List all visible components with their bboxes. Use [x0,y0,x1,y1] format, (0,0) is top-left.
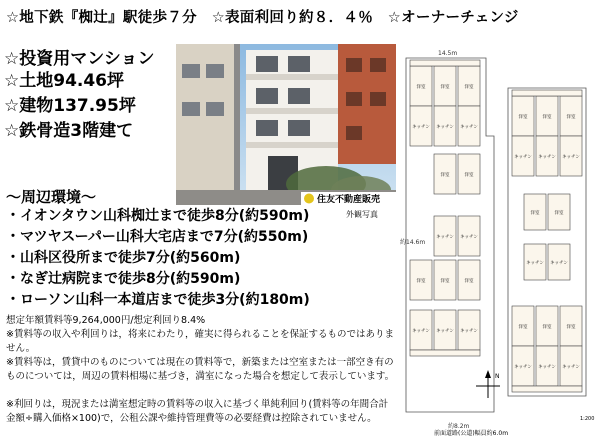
exterior-photo [176,44,396,205]
headline: ☆地下鉄『椥辻』駅徒歩７分 ☆表面利回り約８．４％ ☆オーナーチェンジ [6,10,519,26]
dim-top: 14.5m [438,50,458,57]
road-label: 前面道路(公道)幅員約6.0m [434,430,509,437]
environment-item: ・ローソン山科一本道店まで徒歩3分(約180m) [6,292,310,308]
feature-3: ☆建物137.95坪 [4,96,136,116]
plan-room-label: 洋室 [464,173,474,178]
plan-room-label: 洋室 [530,211,540,216]
plan-room-label: 洋室 [464,85,474,90]
photo-badge: 住友不動産販売 [317,195,381,205]
disclaimer-1: ※賃料等の収入や利回りは，将来にわたり，確実に得られることを保証するものではありません。 [6,329,394,355]
plan-room-label: 洋室 [566,325,576,330]
plan-balcony [512,90,582,96]
environment-title: 〜周辺環境〜 [6,188,97,206]
plan-room-label: キッチン [550,261,568,266]
dim-side: 約14.6m [400,239,426,246]
feature-4: ☆鉄骨造3階建て [4,121,134,141]
plan-room-label: キッチン [436,329,454,334]
plan-room-label: 洋室 [416,279,426,284]
plan-room-label: キッチン [562,155,580,160]
header-bar [0,0,600,30]
plan-room-label: キッチン [514,365,532,370]
plan-room-label: 洋室 [440,279,450,284]
plan-balcony [410,350,480,356]
plan-room-label: キッチン [412,329,430,334]
environment-item: ・山科区役所まで徒歩7分(約560m) [6,250,241,266]
plan-room-label: 洋室 [464,279,474,284]
plan-room-label: キッチン [562,365,580,370]
dim-bottom: 約8.2m [448,423,470,430]
plan-room-label: 洋室 [518,325,528,330]
plan-room-label: キッチン [460,235,478,240]
plan-room-label: キッチン [514,155,532,160]
plan-room-label: キッチン [538,155,556,160]
disclaimer-2: ※賃料等は，賃貸中のものについては現在の賃料等で，新築または空室または一部空き有のものについては，周辺の賃料相場に基づき，満室になった場合を想定して表示しています。 [6,357,395,383]
plan-room-label: キッチン [460,329,478,334]
disclaimer-3: ※利回りは，現況または満室想定時の賃料等の収入に基づく単純利回り(賃料等の年間合計金額÷購入価格×100)で，公租公課や維持管理費等の必要経費は控除されていません。 [6,399,389,425]
plan-room-label: キッチン [436,235,454,240]
plan-room-label: 洋室 [440,173,450,178]
plan-room-label: 洋室 [566,115,576,120]
plan-room-label: キッチン [412,125,430,130]
plan-room-label: キッチン [460,125,478,130]
plan-room-label: キッチン [538,365,556,370]
plan-room-label: 洋室 [542,115,552,120]
environment-item: ・マツヤスーパー山科大宅店まで7分(約550m) [6,229,309,245]
plan-room-label: 洋室 [416,85,426,90]
income-note: 想定年額賃料等9,264,000円/想定利回り8.4% [6,315,206,326]
plan-balcony [512,386,582,392]
feature-1: ☆投資用マンション [4,49,155,69]
photo-caption: 外観写真 [346,210,378,219]
plan-room-label: キッチン [436,125,454,130]
north-label: N [495,373,500,380]
scale-label: 1:200 [580,416,595,422]
plan-room-label: キッチン [526,261,544,266]
plan-room-label: 洋室 [542,325,552,330]
plan-balcony [410,60,480,66]
plan-room-label: 洋室 [518,115,528,120]
floor-plan [398,44,598,439]
feature-2: ☆土地94.46坪 [4,71,125,91]
environment-item: ・なぎ辻病院まで徒歩8分(約590m) [6,271,241,287]
plan-room-label: 洋室 [440,85,450,90]
plan-room-label: 洋室 [554,211,564,216]
environment-item: ・イオンタウン山科椥辻まで徒歩8分(約590m) [6,208,310,224]
